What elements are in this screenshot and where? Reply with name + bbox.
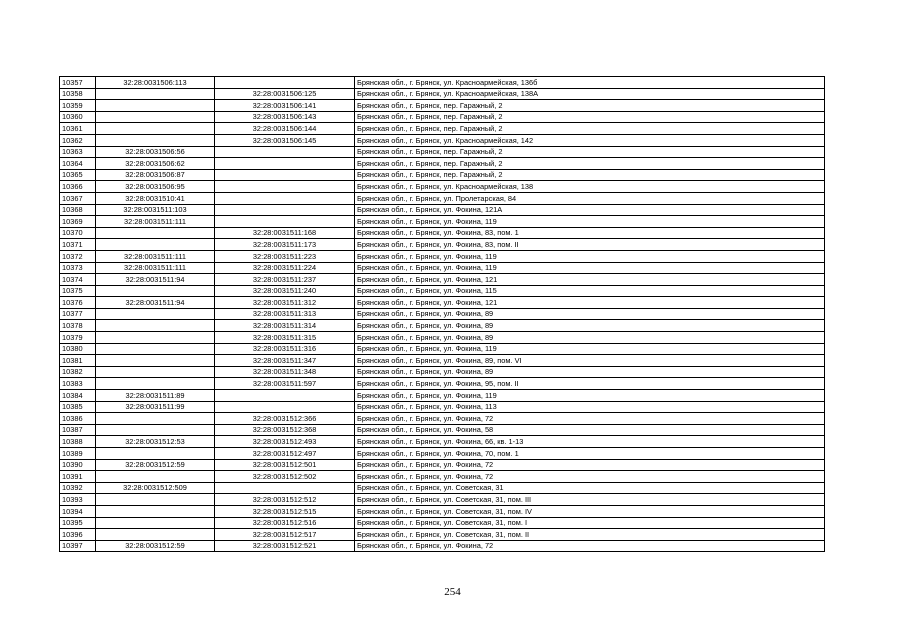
address-cell: Брянская обл., г. Брянск, ул. Фокина, 119 bbox=[355, 343, 825, 355]
row-number-cell: 10376 bbox=[60, 297, 96, 309]
row-number-cell: 10370 bbox=[60, 227, 96, 239]
row-number-cell: 10377 bbox=[60, 308, 96, 320]
table-row bbox=[60, 471, 825, 483]
row-number-cell: 10392 bbox=[60, 482, 96, 494]
table-row bbox=[60, 517, 825, 529]
address-cell: Брянская обл., г. Брянск, пер. Гаражный, 2 bbox=[355, 123, 825, 135]
table-row bbox=[60, 390, 825, 402]
row-number-cell: 10364 bbox=[60, 158, 96, 170]
address-cell: Брянская обл., г. Брянск, ул. Фокина, 72 bbox=[355, 413, 825, 425]
new-cadastral-number-cell bbox=[215, 204, 355, 216]
address-cell: Брянская обл., г. Брянск, ул. Советская, 31, пом. I bbox=[355, 517, 825, 529]
new-cadastral-number-cell: 32:28:0031506:125 bbox=[215, 88, 355, 100]
table-row bbox=[60, 529, 825, 541]
row-number-cell: 10381 bbox=[60, 355, 96, 367]
table-row bbox=[60, 540, 825, 552]
new-cadastral-number-cell: 32:28:0031511:224 bbox=[215, 262, 355, 274]
new-cadastral-number-cell: 32:28:0031506:143 bbox=[215, 111, 355, 123]
table-row bbox=[60, 401, 825, 413]
address-cell: Брянская обл., г. Брянск, пер. Гаражный, 2 bbox=[355, 100, 825, 112]
table-row bbox=[60, 192, 825, 204]
new-cadastral-number-cell bbox=[215, 390, 355, 402]
address-cell: Брянская обл., г. Брянск, ул. Красноармейская, 138А bbox=[355, 88, 825, 100]
address-cell: Брянская обл., г. Брянск, ул. Фокина, 115 bbox=[355, 285, 825, 297]
row-number-cell: 10386 bbox=[60, 413, 96, 425]
row-number-cell: 10367 bbox=[60, 192, 96, 204]
new-cadastral-number-cell: 32:28:0031511:316 bbox=[215, 343, 355, 355]
address-cell: Брянская обл., г. Брянск, ул. Фокина, 121А bbox=[355, 204, 825, 216]
address-cell: Брянская обл., г. Брянск, ул. Красноармейская, 138 bbox=[355, 181, 825, 193]
row-number-cell: 10359 bbox=[60, 100, 96, 112]
table-row bbox=[60, 77, 825, 89]
old-cadastral-number-cell bbox=[96, 88, 215, 100]
old-cadastral-number-cell: 32:28:0031511:111 bbox=[96, 250, 215, 262]
old-cadastral-number-cell: 32:28:0031511:111 bbox=[96, 262, 215, 274]
old-cadastral-number-cell: 32:28:0031506:95 bbox=[96, 181, 215, 193]
cadastral-table bbox=[59, 76, 825, 552]
old-cadastral-number-cell: 32:28:0031511:99 bbox=[96, 401, 215, 413]
new-cadastral-number-cell: 32:28:0031506:144 bbox=[215, 123, 355, 135]
new-cadastral-number-cell: 32:28:0031512:521 bbox=[215, 540, 355, 552]
table-row bbox=[60, 134, 825, 146]
address-cell: Брянская обл., г. Брянск, ул. Фокина, 119 bbox=[355, 390, 825, 402]
old-cadastral-number-cell bbox=[96, 505, 215, 517]
row-number-cell: 10379 bbox=[60, 332, 96, 344]
old-cadastral-number-cell bbox=[96, 123, 215, 135]
row-number-cell: 10358 bbox=[60, 88, 96, 100]
old-cadastral-number-cell bbox=[96, 378, 215, 390]
row-number-cell: 10360 bbox=[60, 111, 96, 123]
table-row bbox=[60, 181, 825, 193]
table-row bbox=[60, 204, 825, 216]
new-cadastral-number-cell: 32:28:0031512:515 bbox=[215, 505, 355, 517]
new-cadastral-number-cell: 32:28:0031506:141 bbox=[215, 100, 355, 112]
old-cadastral-number-cell: 32:28:0031512:53 bbox=[96, 436, 215, 448]
address-cell: Брянская обл., г. Брянск, ул. Фокина, 121 bbox=[355, 297, 825, 309]
address-cell: Брянская обл., г. Брянск, ул. Фокина, 83, пом. II bbox=[355, 239, 825, 251]
new-cadastral-number-cell bbox=[215, 77, 355, 89]
address-cell: Брянская обл., г. Брянск, ул. Красноармейская, 142 bbox=[355, 134, 825, 146]
new-cadastral-number-cell: 32:28:0031511:314 bbox=[215, 320, 355, 332]
new-cadastral-number-cell: 32:28:0031512:497 bbox=[215, 448, 355, 460]
old-cadastral-number-cell: 32:28:0031506:87 bbox=[96, 169, 215, 181]
table-row bbox=[60, 100, 825, 112]
address-cell: Брянская обл., г. Брянск, ул. Фокина, 89 bbox=[355, 320, 825, 332]
row-number-cell: 10357 bbox=[60, 77, 96, 89]
new-cadastral-number-cell: 32:28:0031512:517 bbox=[215, 529, 355, 541]
table-row bbox=[60, 308, 825, 320]
table-row bbox=[60, 482, 825, 494]
table-row bbox=[60, 355, 825, 367]
row-number-cell: 10387 bbox=[60, 424, 96, 436]
table-row bbox=[60, 343, 825, 355]
address-cell: Брянская обл., г. Брянск, ул. Фокина, 119 bbox=[355, 250, 825, 262]
new-cadastral-number-cell: 32:28:0031511:168 bbox=[215, 227, 355, 239]
new-cadastral-number-cell bbox=[215, 146, 355, 158]
new-cadastral-number-cell: 32:28:0031511:348 bbox=[215, 366, 355, 378]
old-cadastral-number-cell bbox=[96, 424, 215, 436]
table-row bbox=[60, 459, 825, 471]
table-row bbox=[60, 123, 825, 135]
address-cell: Брянская обл., г. Брянск, ул. Красноармейская, 136б bbox=[355, 77, 825, 89]
address-cell: Брянская обл., г. Брянск, ул. Фокина, 72 bbox=[355, 459, 825, 471]
row-number-cell: 10397 bbox=[60, 540, 96, 552]
old-cadastral-number-cell: 32:28:0031511:94 bbox=[96, 274, 215, 286]
row-number-cell: 10382 bbox=[60, 366, 96, 378]
address-cell: Брянская обл., г. Брянск, ул. Советская, 31 bbox=[355, 482, 825, 494]
table-body bbox=[60, 77, 825, 552]
old-cadastral-number-cell: 32:28:0031512:59 bbox=[96, 540, 215, 552]
old-cadastral-number-cell: 32:28:0031511:94 bbox=[96, 297, 215, 309]
new-cadastral-number-cell: 32:28:0031511:315 bbox=[215, 332, 355, 344]
new-cadastral-number-cell: 32:28:0031511:223 bbox=[215, 250, 355, 262]
row-number-cell: 10391 bbox=[60, 471, 96, 483]
table-row bbox=[60, 505, 825, 517]
address-cell: Брянская обл., г. Брянск, ул. Советская, 31, пом. II bbox=[355, 529, 825, 541]
row-number-cell: 10389 bbox=[60, 448, 96, 460]
row-number-cell: 10361 bbox=[60, 123, 96, 135]
old-cadastral-number-cell bbox=[96, 308, 215, 320]
old-cadastral-number-cell bbox=[96, 471, 215, 483]
address-cell: Брянская обл., г. Брянск, ул. Пролетарская, 84 bbox=[355, 192, 825, 204]
new-cadastral-number-cell bbox=[215, 181, 355, 193]
table-row bbox=[60, 297, 825, 309]
old-cadastral-number-cell: 32:28:0031511:111 bbox=[96, 216, 215, 228]
table-row bbox=[60, 216, 825, 228]
old-cadastral-number-cell bbox=[96, 227, 215, 239]
table-row bbox=[60, 320, 825, 332]
address-cell: Брянская обл., г. Брянск, пер. Гаражный, 2 bbox=[355, 146, 825, 158]
table-row bbox=[60, 436, 825, 448]
address-cell: Брянская обл., г. Брянск, ул. Фокина, 119 bbox=[355, 262, 825, 274]
table-row bbox=[60, 158, 825, 170]
row-number-cell: 10363 bbox=[60, 146, 96, 158]
new-cadastral-number-cell: 32:28:0031511:313 bbox=[215, 308, 355, 320]
address-cell: Брянская обл., г. Брянск, ул. Фокина, 83, пом. 1 bbox=[355, 227, 825, 239]
address-cell: Брянская обл., г. Брянск, ул. Фокина, 113 bbox=[355, 401, 825, 413]
address-cell: Брянская обл., г. Брянск, ул. Фокина, 72 bbox=[355, 471, 825, 483]
table-row bbox=[60, 250, 825, 262]
old-cadastral-number-cell: 32:28:0031512:509 bbox=[96, 482, 215, 494]
address-cell: Брянская обл., г. Брянск, ул. Фокина, 95, пом. II bbox=[355, 378, 825, 390]
old-cadastral-number-cell bbox=[96, 320, 215, 332]
row-number-cell: 10380 bbox=[60, 343, 96, 355]
old-cadastral-number-cell: 32:28:0031511:89 bbox=[96, 390, 215, 402]
new-cadastral-number-cell: 32:28:0031511:347 bbox=[215, 355, 355, 367]
new-cadastral-number-cell bbox=[215, 216, 355, 228]
row-number-cell: 10369 bbox=[60, 216, 96, 228]
old-cadastral-number-cell bbox=[96, 355, 215, 367]
address-cell: Брянская обл., г. Брянск, ул. Фокина, 119 bbox=[355, 216, 825, 228]
new-cadastral-number-cell: 32:28:0031511:312 bbox=[215, 297, 355, 309]
table-row bbox=[60, 413, 825, 425]
new-cadastral-number-cell: 32:28:0031512:493 bbox=[215, 436, 355, 448]
row-number-cell: 10374 bbox=[60, 274, 96, 286]
address-cell: Брянская обл., г. Брянск, ул. Фокина, 89 bbox=[355, 308, 825, 320]
row-number-cell: 10371 bbox=[60, 239, 96, 251]
row-number-cell: 10394 bbox=[60, 505, 96, 517]
old-cadastral-number-cell bbox=[96, 332, 215, 344]
table-row bbox=[60, 262, 825, 274]
table-row bbox=[60, 227, 825, 239]
new-cadastral-number-cell: 32:28:0031506:145 bbox=[215, 134, 355, 146]
row-number-cell: 10373 bbox=[60, 262, 96, 274]
row-number-cell: 10384 bbox=[60, 390, 96, 402]
row-number-cell: 10365 bbox=[60, 169, 96, 181]
row-number-cell: 10368 bbox=[60, 204, 96, 216]
table-row bbox=[60, 88, 825, 100]
old-cadastral-number-cell bbox=[96, 239, 215, 251]
old-cadastral-number-cell bbox=[96, 285, 215, 297]
row-number-cell: 10375 bbox=[60, 285, 96, 297]
old-cadastral-number-cell bbox=[96, 517, 215, 529]
new-cadastral-number-cell: 32:28:0031512:502 bbox=[215, 471, 355, 483]
new-cadastral-number-cell bbox=[215, 158, 355, 170]
row-number-cell: 10395 bbox=[60, 517, 96, 529]
old-cadastral-number-cell: 32:28:0031512:59 bbox=[96, 459, 215, 471]
address-cell: Брянская обл., г. Брянск, пер. Гаражный, 2 bbox=[355, 169, 825, 181]
row-number-cell: 10372 bbox=[60, 250, 96, 262]
address-cell: Брянская обл., г. Брянск, ул. Фокина, 72 bbox=[355, 540, 825, 552]
old-cadastral-number-cell: 32:28:0031511:103 bbox=[96, 204, 215, 216]
new-cadastral-number-cell: 32:28:0031511:237 bbox=[215, 274, 355, 286]
row-number-cell: 10385 bbox=[60, 401, 96, 413]
old-cadastral-number-cell bbox=[96, 413, 215, 425]
address-cell: Брянская обл., г. Брянск, ул. Фокина, 66, кв. 1-13 bbox=[355, 436, 825, 448]
row-number-cell: 10388 bbox=[60, 436, 96, 448]
row-number-cell: 10396 bbox=[60, 529, 96, 541]
row-number-cell: 10362 bbox=[60, 134, 96, 146]
row-number-cell: 10383 bbox=[60, 378, 96, 390]
new-cadastral-number-cell: 32:28:0031511:240 bbox=[215, 285, 355, 297]
table-row bbox=[60, 366, 825, 378]
old-cadastral-number-cell: 32:28:0031506:113 bbox=[96, 77, 215, 89]
new-cadastral-number-cell: 32:28:0031512:368 bbox=[215, 424, 355, 436]
new-cadastral-number-cell bbox=[215, 482, 355, 494]
old-cadastral-number-cell bbox=[96, 366, 215, 378]
new-cadastral-number-cell: 32:28:0031512:366 bbox=[215, 413, 355, 425]
new-cadastral-number-cell bbox=[215, 401, 355, 413]
table-row bbox=[60, 378, 825, 390]
row-number-cell: 10378 bbox=[60, 320, 96, 332]
table-row bbox=[60, 448, 825, 460]
table-row bbox=[60, 424, 825, 436]
table-row bbox=[60, 494, 825, 506]
address-cell: Брянская обл., г. Брянск, ул. Фокина, 89 bbox=[355, 366, 825, 378]
table-row bbox=[60, 111, 825, 123]
address-cell: Брянская обл., г. Брянск, ул. Фокина, 89, пом. VI bbox=[355, 355, 825, 367]
new-cadastral-number-cell: 32:28:0031512:501 bbox=[215, 459, 355, 471]
table-row bbox=[60, 285, 825, 297]
address-cell: Брянская обл., г. Брянск, ул. Фокина, 89 bbox=[355, 332, 825, 344]
old-cadastral-number-cell bbox=[96, 343, 215, 355]
table-row bbox=[60, 239, 825, 251]
address-cell: Брянская обл., г. Брянск, ул. Фокина, 121 bbox=[355, 274, 825, 286]
old-cadastral-number-cell bbox=[96, 134, 215, 146]
new-cadastral-number-cell bbox=[215, 192, 355, 204]
new-cadastral-number-cell: 32:28:0031511:173 bbox=[215, 239, 355, 251]
new-cadastral-number-cell: 32:28:0031511:597 bbox=[215, 378, 355, 390]
table-row bbox=[60, 332, 825, 344]
old-cadastral-number-cell bbox=[96, 494, 215, 506]
old-cadastral-number-cell bbox=[96, 529, 215, 541]
address-cell: Брянская обл., г. Брянск, ул. Советская, 31, пом. IV bbox=[355, 505, 825, 517]
table-row bbox=[60, 169, 825, 181]
old-cadastral-number-cell: 32:28:0031506:56 bbox=[96, 146, 215, 158]
old-cadastral-number-cell bbox=[96, 100, 215, 112]
table-row bbox=[60, 274, 825, 286]
old-cadastral-number-cell: 32:28:0031510:41 bbox=[96, 192, 215, 204]
new-cadastral-number-cell bbox=[215, 169, 355, 181]
new-cadastral-number-cell: 32:28:0031512:516 bbox=[215, 517, 355, 529]
old-cadastral-number-cell bbox=[96, 448, 215, 460]
row-number-cell: 10366 bbox=[60, 181, 96, 193]
page-number: 254 bbox=[444, 586, 461, 598]
row-number-cell: 10390 bbox=[60, 459, 96, 471]
address-cell: Брянская обл., г. Брянск, ул. Фокина, 58 bbox=[355, 424, 825, 436]
old-cadastral-number-cell bbox=[96, 111, 215, 123]
address-cell: Брянская обл., г. Брянск, ул. Фокина, 70, пом. 1 bbox=[355, 448, 825, 460]
old-cadastral-number-cell: 32:28:0031506:62 bbox=[96, 158, 215, 170]
row-number-cell: 10393 bbox=[60, 494, 96, 506]
table-row bbox=[60, 146, 825, 158]
address-cell: Брянская обл., г. Брянск, ул. Советская, 31, пом. III bbox=[355, 494, 825, 506]
new-cadastral-number-cell: 32:28:0031512:512 bbox=[215, 494, 355, 506]
address-cell: Брянская обл., г. Брянск, пер. Гаражный, 2 bbox=[355, 111, 825, 123]
address-cell: Брянская обл., г. Брянск, пер. Гаражный, 2 bbox=[355, 158, 825, 170]
